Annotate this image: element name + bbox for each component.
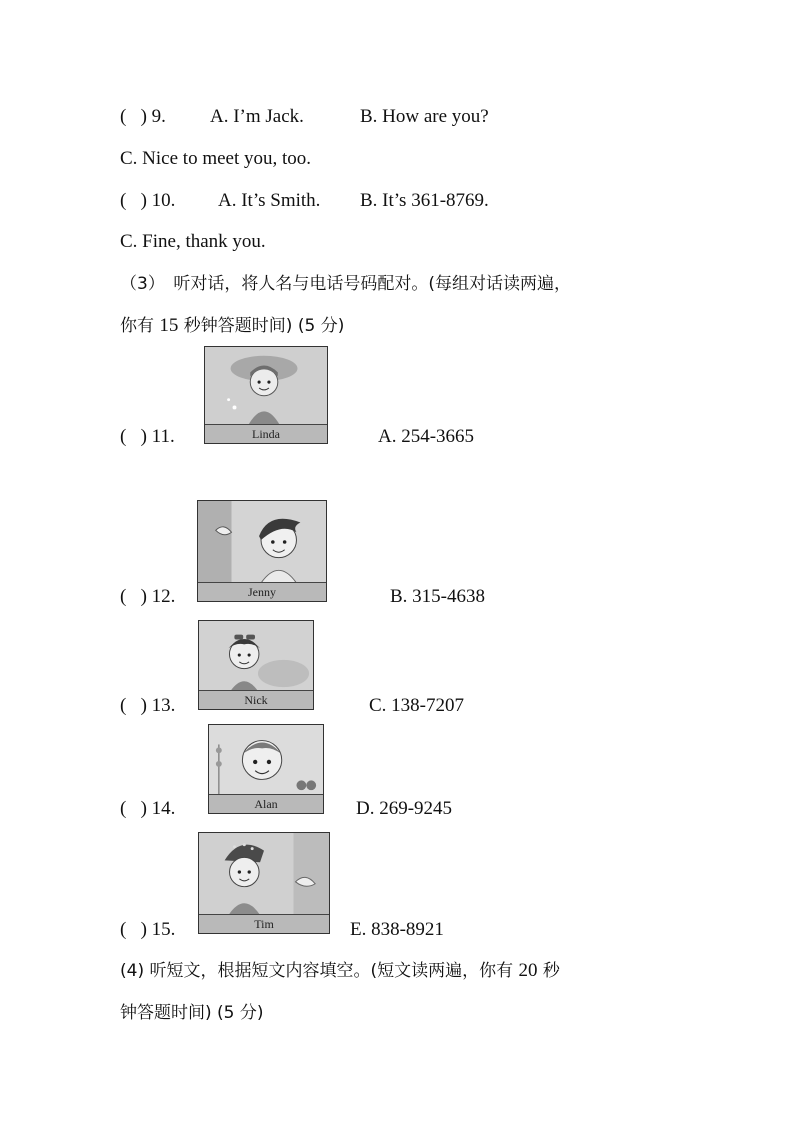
q14-number: ( ) 14. <box>120 798 176 819</box>
jenny-name-label: Jenny <box>198 582 326 601</box>
section3-instruction-line1: （3） 听对话，将人名与电话号码配对。(每组对话读两遍， <box>120 274 571 294</box>
q11-number: ( ) 11. <box>120 426 175 447</box>
q9-option-c: C. Nice to meet you, too. <box>120 148 312 169</box>
q10-option-c: C. Fine, thank you. <box>120 231 266 252</box>
q10-number: ( ) 10. <box>120 190 176 211</box>
linda-name-label: Linda <box>205 424 327 443</box>
q13-number: ( ) 13. <box>120 695 176 716</box>
linda-picture <box>204 346 328 444</box>
q9-option-a: A. I’m Jack. <box>210 106 304 127</box>
option-c-phone: C. 138-7207 <box>369 695 464 716</box>
boy-smiling-illustration <box>209 725 323 795</box>
boy-with-cap-illustration <box>199 833 329 915</box>
tim-picture <box>198 832 330 934</box>
option-a-phone: A. 254-3665 <box>378 426 475 447</box>
q12-number: ( ) 12. <box>120 586 176 607</box>
q9-option-b: B. How are you? <box>360 106 489 127</box>
section3-instruction-line2: 你有 15 秒钟答题时间) (5 分) <box>120 315 345 336</box>
girl-with-hat-illustration <box>205 347 327 425</box>
option-e-phone: E. 838-8921 <box>350 919 444 940</box>
section4-instruction-line1: (4) 听短文，根据短文内容填空。(短文读两遍，你有 20 秒 <box>120 960 560 981</box>
nick-picture <box>198 620 314 710</box>
tim-name-label: Tim <box>199 914 329 933</box>
q10-option-a: A. It’s Smith. <box>218 190 321 211</box>
q9-number: ( ) 9. <box>120 106 166 127</box>
q10-option-b: B. It’s 361-8769. <box>360 190 489 211</box>
option-d-phone: D. 269-9245 <box>356 798 453 819</box>
nick-name-label: Nick <box>199 690 313 709</box>
section4-instruction-line2: 钟答题时间) (5 分) <box>120 1003 264 1023</box>
option-b-phone: B. 315-4638 <box>390 586 485 607</box>
boy-with-sunglasses-illustration <box>199 621 313 691</box>
q15-number: ( ) 15. <box>120 919 176 940</box>
alan-name-label: Alan <box>209 794 323 813</box>
alan-picture <box>208 724 324 814</box>
girl-waving-illustration <box>198 501 326 583</box>
jenny-picture <box>197 500 327 602</box>
